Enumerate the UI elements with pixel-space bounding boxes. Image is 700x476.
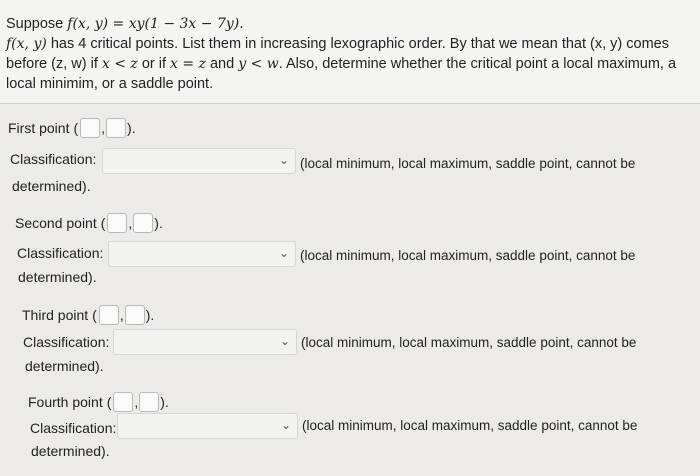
first-point-y-input[interactable] <box>106 118 126 138</box>
second-determined-text: determined). <box>18 269 97 285</box>
first-classification-select[interactable] <box>102 148 296 174</box>
chevron-down-icon: ⌄ <box>279 334 290 348</box>
question-line-2 <box>6 34 694 54</box>
fourth-point-x-input[interactable] <box>113 392 133 412</box>
answers-panel <box>0 104 700 476</box>
question-text-2: has 4 critical points. List them in increasing lexographic order. By that we mean that (x, y) comes <box>46 36 669 52</box>
chevron-down-icon: ⌄ <box>280 418 291 432</box>
close-paren: ). <box>145 307 155 323</box>
second-point-row <box>15 213 163 233</box>
first-point-row <box>8 118 136 138</box>
math-y-lt-w: y < w <box>238 56 279 72</box>
question-line-3 <box>6 54 694 74</box>
classification-label: Classification: <box>30 420 117 436</box>
third-determined-text: determined). <box>25 358 104 374</box>
third-classification-select[interactable] <box>113 329 297 355</box>
chevron-down-icon: ⌄ <box>278 246 289 260</box>
second-point-x-input[interactable] <box>107 213 127 233</box>
classification-label: Classification: <box>10 151 97 167</box>
open-paren: ( <box>73 120 79 136</box>
first-determined-text: determined). <box>12 178 91 194</box>
question-text-3b: or if <box>137 56 171 72</box>
second-options-hint: (local minimum, local maximum, saddle point, cannot be <box>300 248 636 263</box>
fourth-point-row <box>28 392 169 412</box>
comma: , <box>134 394 139 410</box>
second-point-label: Second point <box>15 215 97 231</box>
fourth-determined-text: determined). <box>31 443 110 459</box>
fourth-point-label: Fourth point <box>28 394 103 410</box>
second-point-y-input[interactable] <box>133 213 153 233</box>
close-paren: ). <box>127 120 136 136</box>
open-paren: ( <box>92 307 97 323</box>
third-point-label: Third point <box>22 307 89 323</box>
question-prompt <box>0 0 700 104</box>
function-symbol: f(x, y) <box>6 36 47 52</box>
question-text-4: local minimim, or a saddle point. <box>6 76 214 92</box>
chevron-down-icon: ⌄ <box>278 153 289 167</box>
question-text-3a: before (z, w) if <box>6 56 102 72</box>
first-options-hint: (local minimum, local maximum, saddle point, cannot be <box>300 156 636 171</box>
fourth-point-y-input[interactable] <box>139 392 159 412</box>
question-text-3d: . Also, determine whether the critical point a local maximum, a <box>278 56 677 72</box>
question-line-4 <box>6 74 694 94</box>
math-x-eq-z: x = z <box>170 56 206 72</box>
third-point-x-input[interactable] <box>99 305 119 325</box>
fourth-classification-select[interactable] <box>117 413 298 439</box>
classification-label: Classification: <box>23 334 110 350</box>
function-definition: f(x, y) = xy(1 − 3x − 7y). <box>67 16 244 32</box>
open-paren: ( <box>106 394 112 410</box>
comma: , <box>128 215 133 231</box>
second-classification-select[interactable] <box>108 241 296 267</box>
comma: , <box>119 307 124 323</box>
intro-text: Suppose <box>6 16 64 32</box>
open-paren: ( <box>100 215 106 231</box>
third-options-hint: (local minimum, local maximum, saddle point, cannot be <box>301 335 637 350</box>
first-point-label: First point <box>8 120 70 136</box>
third-point-row <box>22 305 154 325</box>
math-x-lt-z: x < z <box>101 56 138 72</box>
question-line-1 <box>6 14 694 34</box>
question-text-3c: and <box>205 56 239 72</box>
close-paren: ). <box>160 394 169 410</box>
first-point-x-input[interactable] <box>80 118 100 138</box>
comma: , <box>101 120 106 136</box>
classification-label: Classification: <box>17 245 104 261</box>
close-paren: ). <box>154 215 163 231</box>
fourth-options-hint: (local minimum, local maximum, saddle point, cannot be <box>302 418 638 433</box>
third-point-y-input[interactable] <box>125 305 145 325</box>
